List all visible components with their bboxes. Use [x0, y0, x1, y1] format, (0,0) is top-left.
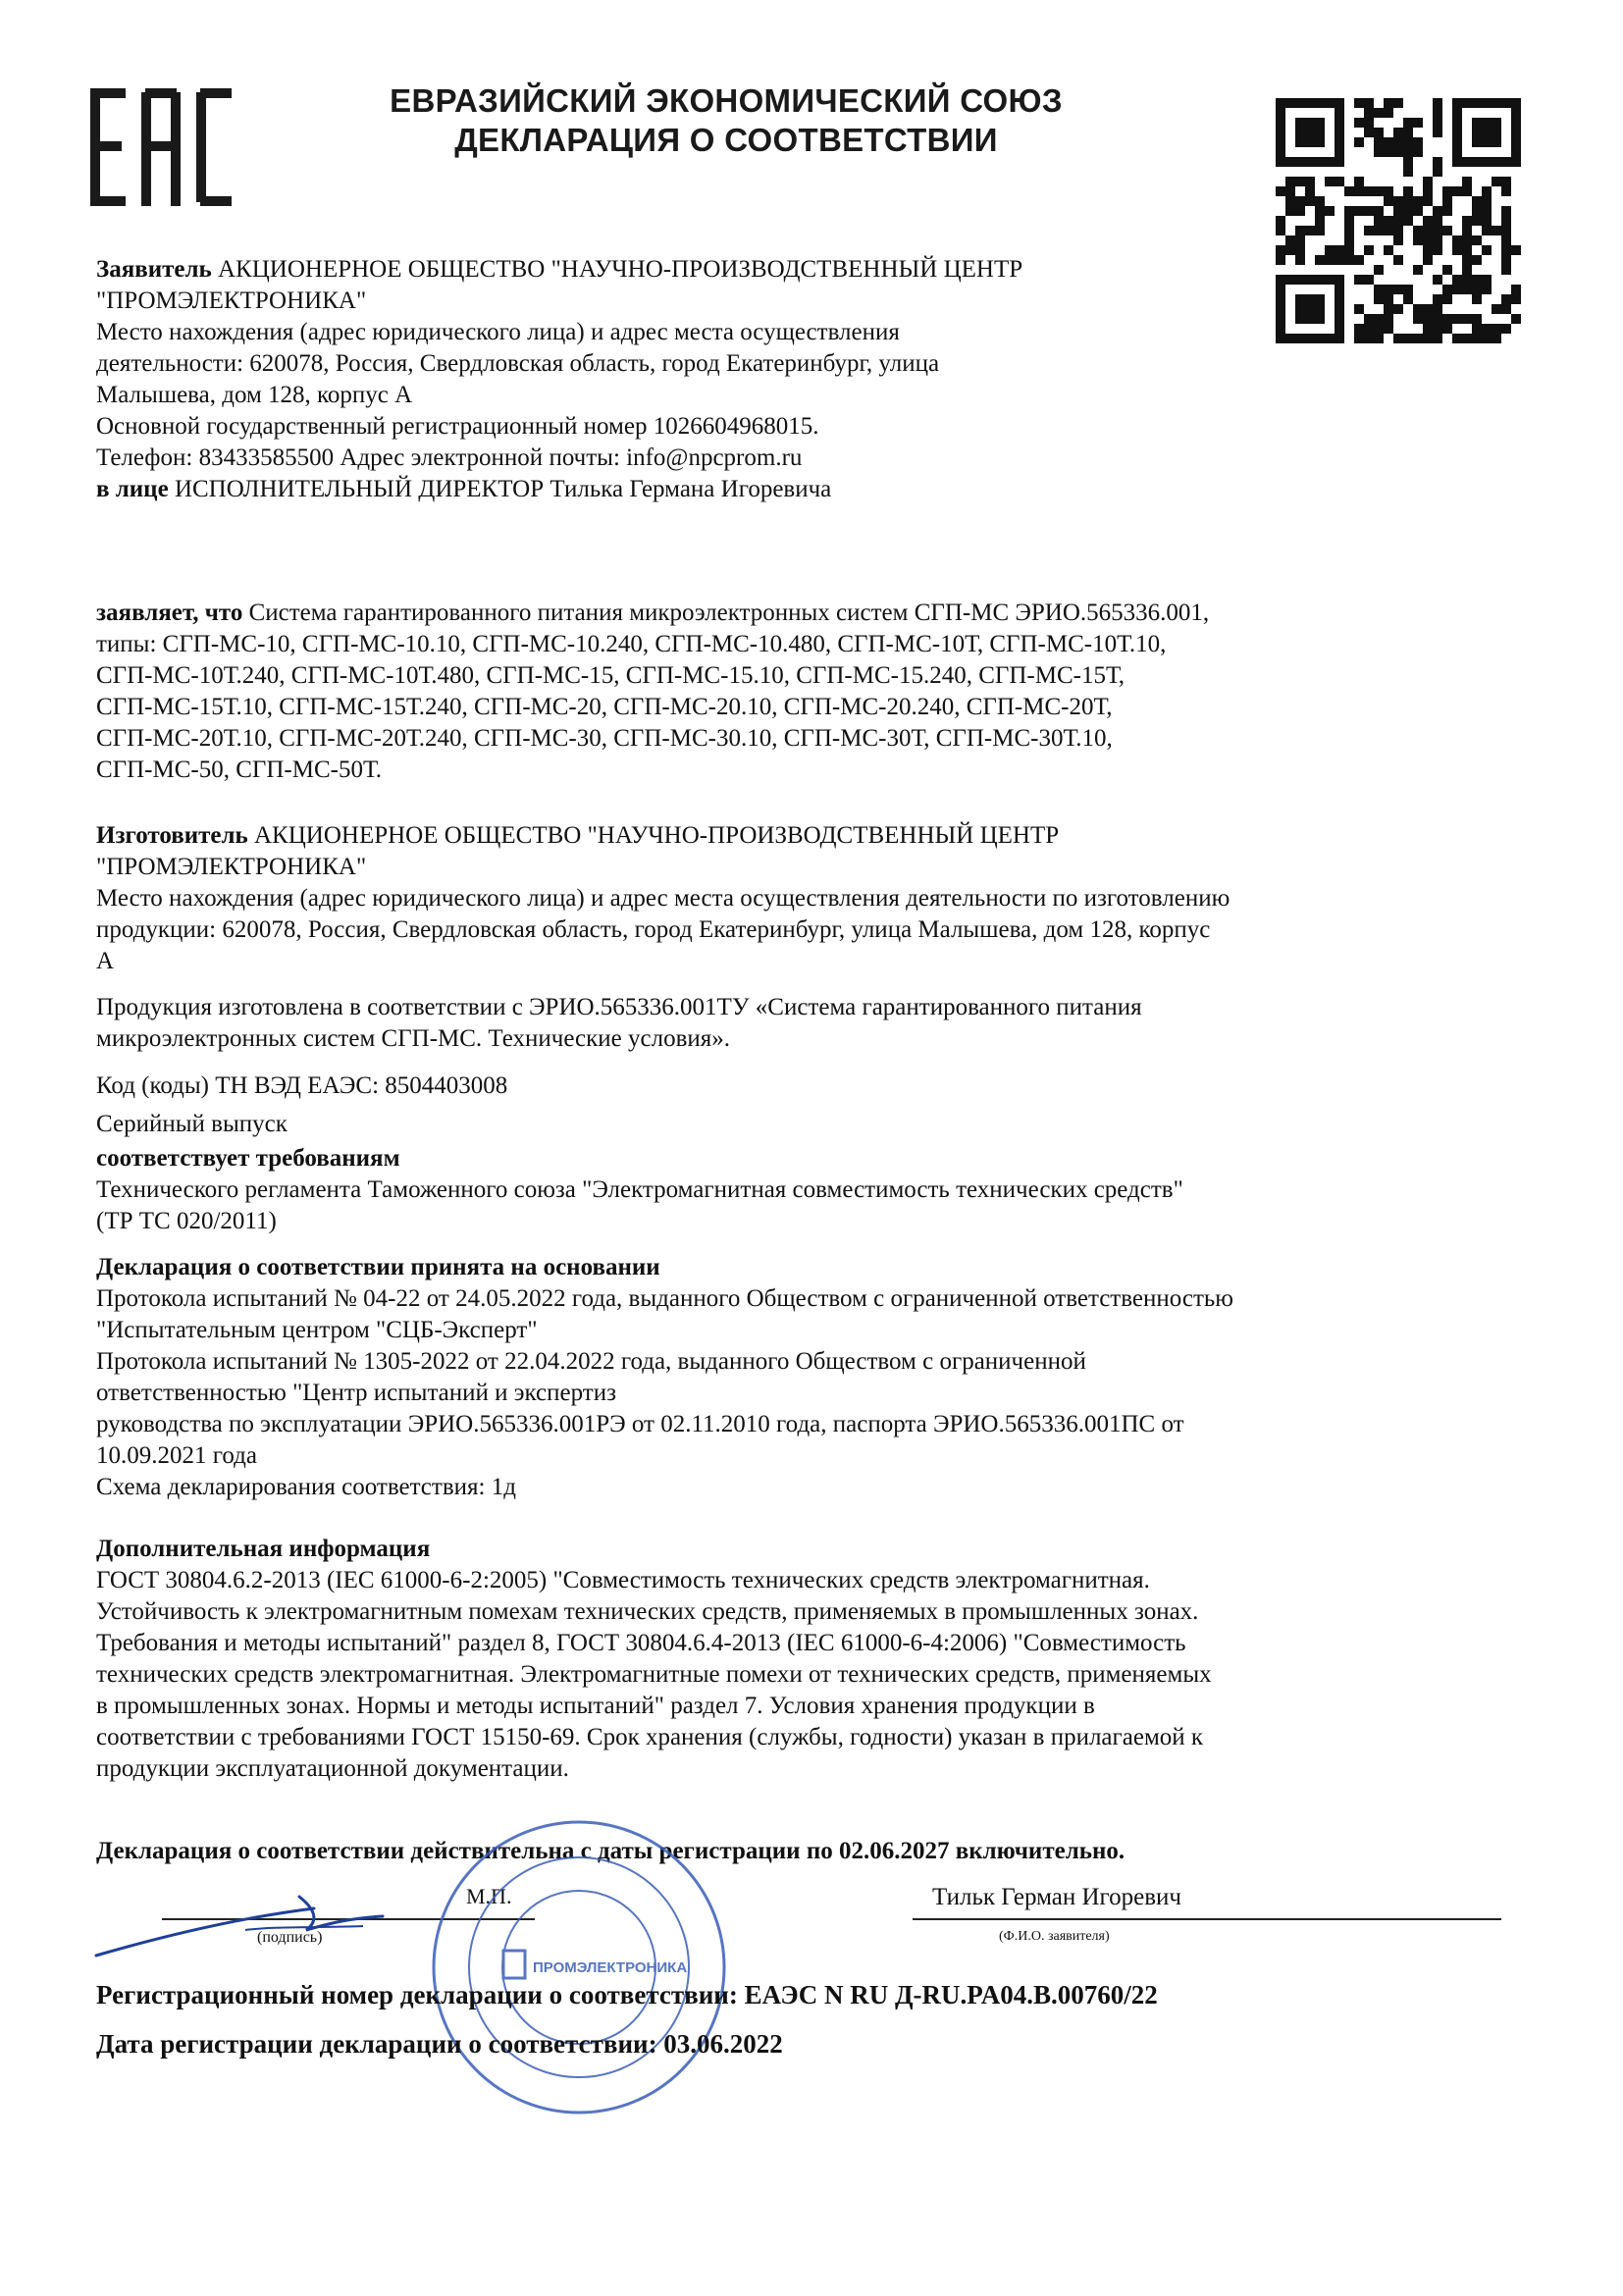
basis-line: Протокола испытаний № 04-22 от 24.05.2022 года, выданного Обществом с ограниченной ответственностью	[96, 1285, 1233, 1312]
applicant-ogrn: Основной государственный регистрационный номер 1026604968015.	[96, 413, 819, 440]
stamp-center-text: ПРОМЭЛЕКТРОНИКА	[533, 1959, 688, 1976]
name-line	[913, 1918, 1501, 1920]
manufacturer-address-line: Место нахождения (адрес юридического лица) и адрес места осуществления деятельности по изготовлению	[96, 885, 1230, 912]
manufacturer-address-line: А	[96, 948, 115, 974]
union-title: ЕВРАЗИЙСКИЙ ЭКОНОМИЧЕСКИЙ СОЮЗ	[390, 82, 1063, 119]
product-types-line: типы: СГП-МС-10, СГП-МС-10.10, СГП-МС-10.240, СГП-МС-10.480, СГП-МС-10Т, СГП-МС-10Т.10,	[96, 631, 1167, 657]
name-caption: (Ф.И.О. заявителя)	[999, 1929, 1110, 1944]
applicant-address-line: деятельности: 620078, Россия, Свердловская область, город Екатеринбург, улица	[96, 350, 940, 377]
declares-section	[96, 598, 1514, 786]
product-spec-line: микроэлектронных систем СГП-МС. Технические условия».	[96, 1025, 731, 1052]
product-types-line: СГП-МС-15Т.10, СГП-МС-15Т.240, СГП-МС-20, СГП-МС-20.10, СГП-МС-20.240, СГП-МС-20Т,	[96, 694, 1113, 720]
representative-label: в лице	[96, 476, 169, 502]
applicant-address-line: Место нахождения (адрес юридического лица) и адрес места осуществления	[96, 319, 900, 345]
declaration-scheme: Схема декларирования соответствия: 1д	[96, 1474, 516, 1500]
manufacturer-name: АКЦИОНЕРНОЕ ОБЩЕСТВО "НАУЧНО-ПРОИЗВОДСТВЕННЫЙ ЦЕНТР	[247, 822, 1060, 849]
document-title: ДЕКЛАРАЦИЯ О СООТВЕТСТВИИ	[454, 122, 998, 158]
manufacturer-name-cont: "ПРОМЭЛЕКТРОНИКА"	[96, 854, 367, 880]
eac-logo	[86, 86, 234, 208]
additional-info-section	[96, 1534, 1514, 1785]
additional-line: Устойчивость к электромагнитным помехам технических средств, применяемых в промышленных зонах.	[96, 1598, 1199, 1625]
applicant-label: Заявитель	[96, 256, 212, 283]
basis-line: 10.09.2021 года	[96, 1442, 257, 1469]
basis-line: ответственностью "Центр испытаний и экспертиз	[96, 1380, 616, 1406]
product-types-line: СГП-МС-50, СГП-МС-50Т.	[96, 757, 382, 783]
basis-line: Протокола испытаний № 1305-2022 от 22.04.2022 года, выданного Обществом с ограниченной	[96, 1348, 1086, 1375]
conformity-section	[96, 1143, 1514, 1237]
registration-number: Регистрационный номер декларации о соответствии: ЕАЭС N RU Д-RU.PA04.B.00760/22	[96, 1980, 1158, 2009]
basis-line: руководства по эксплуатации ЭРИО.565336.001РЭ от 02.11.2010 года, паспорта ЭРИО.565336.001ПС от	[96, 1411, 1184, 1437]
representative-name: ИСПОЛНИТЕЛЬНЫЙ ДИРЕКТОР Тилька Германа Игоревича	[168, 476, 832, 502]
additional-line: Требования и методы испытаний" раздел 8, ГОСТ 30804.6.4-2013 (IEC 61000-6-4:2006) "Совместимость	[96, 1630, 1186, 1656]
additional-line: продукции эксплуатационной документации.	[96, 1755, 569, 1782]
manufacturer-section	[96, 820, 1514, 977]
applicant-name-cont: "ПРОМЭЛЕКТРОНИКА"	[96, 287, 367, 314]
applicant-name: АКЦИОНЕРНОЕ ОБЩЕСТВО "НАУЧНО-ПРОИЗВОДСТВЕННЫЙ ЦЕНТР	[211, 256, 1023, 283]
additional-line: соответствии с требованиями ГОСТ 15150-69. Срок хранения (службы, годности) указан в прилагаемой к	[96, 1724, 1204, 1750]
additional-heading: Дополнительная информация	[96, 1536, 431, 1562]
product-types-line: СГП-МС-10Т.240, СГП-МС-10Т.480, СГП-МС-15, СГП-МС-15.10, СГП-МС-15.240, СГП-МС-15Т,	[96, 662, 1125, 689]
applicant-address-line: Малышева, дом 128, корпус А	[96, 382, 413, 408]
product-spec-line: Продукция изготовлена в соответствии с ЭРИО.565336.001ТУ «Система гарантированного питания	[96, 994, 1142, 1020]
regulation-line: Технического регламента Таможенного союза "Электромагнитная совместимость технических средств"	[96, 1176, 1183, 1203]
basis-line: "Испытательным центром "СЦБ-Эксперт"	[96, 1317, 538, 1343]
manufacturer-label: Изготовитель	[96, 822, 248, 849]
product-types-line: СГП-МС-20Т.10, СГП-МС-20Т.240, СГП-МС-30, СГП-МС-30.10, СГП-МС-30Т, СГП-МС-30Т.10,	[96, 725, 1113, 752]
seal-place-label: М.П.	[466, 1884, 512, 1908]
additional-line: в промышленных зонах. Нормы и методы испытаний" раздел 7. Условия хранения продукции в	[96, 1693, 1095, 1719]
conformity-heading: соответствует требованиям	[96, 1145, 400, 1172]
manufacturer-address-line: продукции: 620078, Россия, Свердловская область, город Екатеринбург, улица Малышева, дом 128, корпус	[96, 916, 1211, 943]
registration-date: Дата регистрации декларации о соответствии: 03.06.2022	[96, 2029, 783, 2059]
regulation-line: (ТР ТС 020/2011)	[96, 1208, 277, 1234]
signature-caption: (подпись)	[257, 1929, 323, 1946]
applicant-contacts: Телефон: 83433585500 Адрес электронной почты: info@npcprom.ru	[96, 444, 803, 471]
basis-section	[96, 1252, 1514, 1503]
declares-label: заявляет, что	[96, 600, 243, 626]
product-spec-section	[96, 992, 1514, 1055]
validity-statement: Декларация о соответствии действительна с даты регистрации по 02.06.2027 включительно.	[96, 1838, 1126, 1864]
tnved-code: Код (коды) ТН ВЭД ЕАЭС: 8504403008	[96, 1072, 508, 1099]
signer-name: Тильк Герман Игоревич	[932, 1884, 1181, 1910]
basis-heading: Декларация о соответствии принята на основании	[96, 1254, 660, 1280]
product-description: Система гарантированного питания микроэлектронных систем СГП-МС ЭРИО.565336.001,	[242, 600, 1210, 626]
serial-production: Серийный выпуск	[96, 1111, 288, 1137]
additional-line: ГОСТ 30804.6.2-2013 (IEC 61000-6-2:2005) "Совместимость технических средств электромагнитная.	[96, 1567, 1150, 1593]
company-stamp-icon	[427, 1815, 731, 2119]
additional-line: технических средств электромагнитная. Электромагнитные помехи от технических средств, применяемых	[96, 1661, 1212, 1688]
applicant-section	[96, 254, 1514, 505]
handwritten-signature-icon	[88, 1879, 412, 1967]
